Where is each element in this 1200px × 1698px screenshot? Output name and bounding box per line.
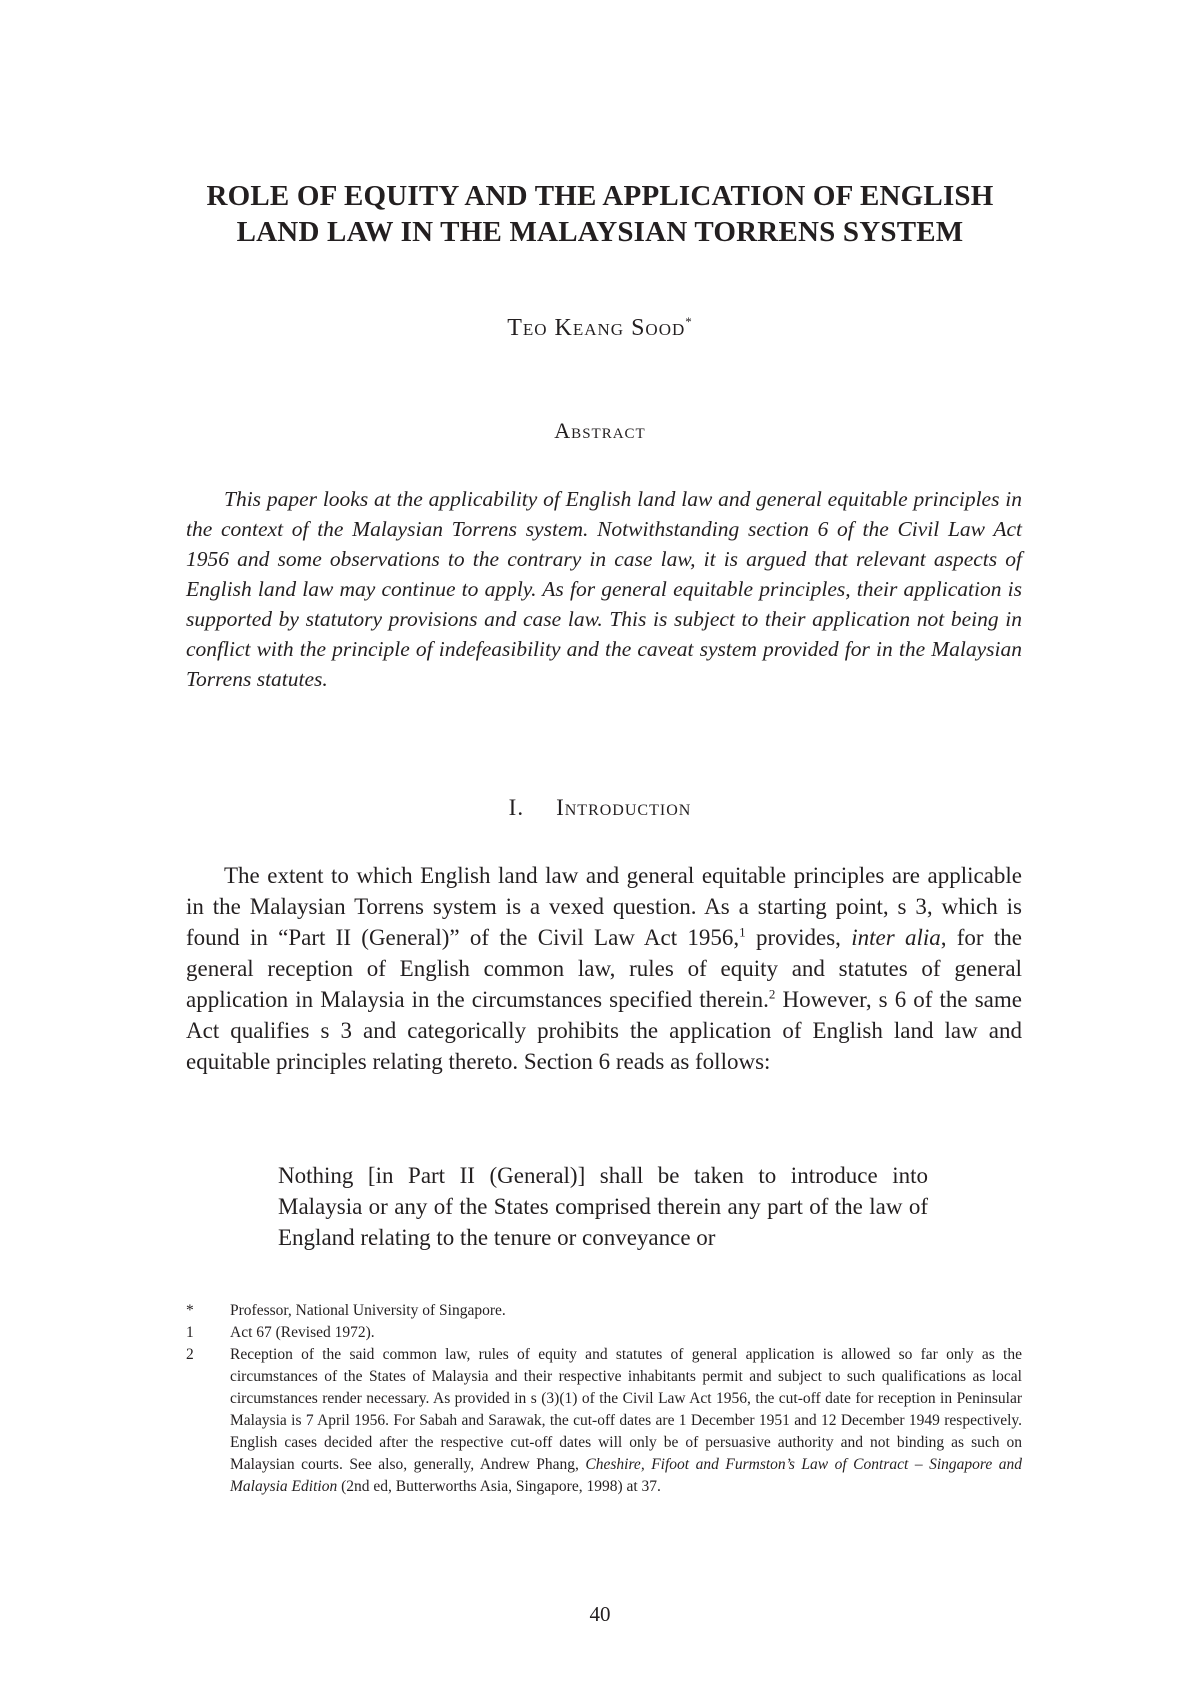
intro-paragraph: [186, 860, 1022, 1077]
footnote-ref-2: 2: [768, 986, 776, 1002]
intro-text-3: , for the general reception of English common law, rules of equity and statutes of general application in Malaysia in the circumstances specified therein.: [186, 925, 1022, 1012]
footnote-citation-tail: (2nd ed, Butterworths Asia, Singapore, 1998) at 37.: [337, 1478, 661, 1495]
section-heading: [150, 795, 1050, 821]
title-line-1: ROLE OF EQUITY AND THE APPLICATION OF ENGLISH: [206, 180, 994, 212]
title-line-2: LAND LAW IN THE MALAYSIAN TORRENS SYSTEM: [236, 216, 964, 248]
author-footnote-mark: *: [685, 314, 693, 329]
block-quote: Nothing [in Part II (General)] shall be taken to introduce into Malaysia or any of the States comprised therein any part of the law of England relating to the tenure or conveyance or: [278, 1163, 928, 1250]
author-name-text: Teo Keang Sood: [507, 315, 686, 341]
footnotes: [186, 1300, 1022, 1498]
intro-text-4: However, s 6 of the same Act qualifies s 3 and categorically prohibits the application of English land law and equitable principles relating thereto. Section 6 reads as follows:: [186, 987, 1022, 1074]
article-title: [150, 178, 1050, 250]
intro-text-2: provides,: [745, 925, 852, 950]
footnote-star: [186, 1300, 1022, 1322]
footnote-text: Professor, National University of Singapore.: [230, 1302, 506, 1319]
footnote-mark: *: [186, 1302, 194, 1319]
footnote-text: Reception of the said common law, rules of equity and statutes of general application is allowed so far only as the circumstances of the States of Malaysia and their respective inhabitants permit and subject to such qualifications as local circumstances render necessary. As provided in s (3)(1) of the Civil Law Act 1956, the cut-off date for reception in Peninsular Malaysia is 7 April 1956. For Sabah and Sarawak, the cut-off dates are 1 December 1951 and 12 December 1949 respectively. English cases decided after the respective cut-off dates will only be of persuasive authority and not binding as such on Malaysian courts. See also, generally, Andrew Phang,: [230, 1346, 1022, 1473]
intro-emphasis: inter alia: [851, 925, 941, 950]
section-number: I.: [508, 795, 525, 820]
abstract-text: This paper looks at the applicability of English land law and general equitable principles in the context of the Malaysian Torrens system. Notwithstanding section 6 of the Civil Law Act 1956 and some observations to the contrary in case law, it is argued that relevant aspects of English land law may continue to apply. As for general equitable principles, their application is supported by statutory provisions and case law. This is subject to their application not being in conflict with the principle of indefeasibility and the caveat system provided for in the Malaysian Torrens statutes.: [186, 487, 1022, 691]
footnote-text: Act 67 (Revised 1972).: [230, 1324, 375, 1341]
section-title: Introduction: [556, 795, 692, 820]
intro-text-1: The extent to which English land law and general equitable principles are applicable in the Malaysian Torrens system is a vexed question. As a starting point, s 3, which is found in “Part II (General)” of the Civil Law Act 1956,: [186, 863, 1022, 950]
footnote-1: [186, 1322, 1022, 1344]
footnote-citation-title: Cheshire, Fifoot and Furmston’s Law of Contract – Singapore and Malaysia Edition: [230, 1456, 1023, 1495]
footnote-mark: 1: [186, 1324, 194, 1341]
footnote-ref-1: 1: [739, 924, 746, 940]
footnote-2: [186, 1344, 1022, 1498]
abstract-heading: Abstract: [554, 418, 646, 443]
author-name: [150, 315, 1050, 342]
page-number: 40: [589, 1602, 611, 1626]
footnote-mark: 2: [186, 1346, 194, 1363]
